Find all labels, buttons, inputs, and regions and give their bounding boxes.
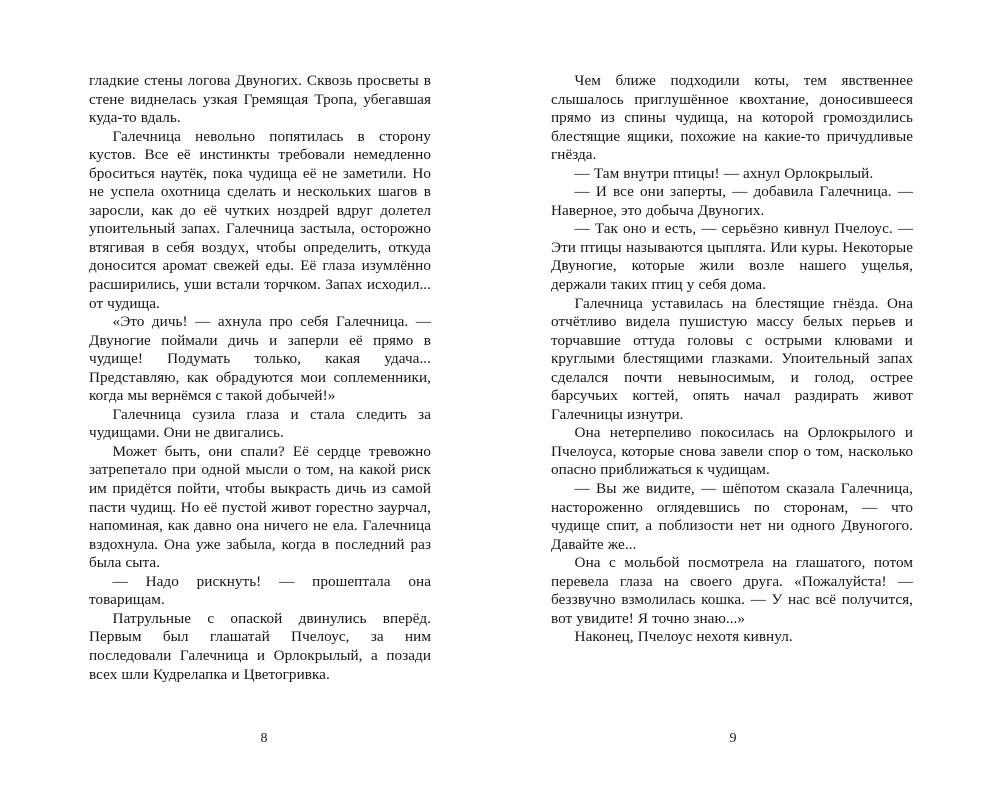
page-number-right: 9 xyxy=(729,731,737,746)
paragraph: Галечница сузила глаза и стала следить за чудищами. Они не двигались. xyxy=(89,405,431,442)
paragraph: Она с мольбой посмотрела на глашатого, потом перевела глаза на своего друга. «Пожалуйста! — беззвучно взмолилась кошка. — У нас всё получится, вот увидите! Я точно знаю...» xyxy=(551,554,913,627)
paragraph-dialogue: — Там внутри птицы! — ахнул Орлокрылый. xyxy=(574,164,874,182)
paragraph-dialogue: — Так оно и есть, — серьёзно кивнул Пчелоус. — Эти птицы называются цыплята. Или куры. Некоторые Двуногие, которые жили возле нашего ущелья, держали таких птиц у себя дома. xyxy=(551,220,913,294)
paragraph: Может быть, они спали? Её сердце тревожно затрепетало при одной мысли о том, на какой риск им придётся пойти, чтобы выкрасть дичь из самой пасти чудищ. Но её пустой живот горестно заурчал, напоминая, как давно она ничего не ела. Галечница вздохнула. Она уже забыла, когда в последний раз была сыта. xyxy=(89,442,431,572)
right-page-textblock xyxy=(551,72,913,647)
paragraph-dialogue: — И все они заперты, — добавила Галечница. — Наверное, это добыча Двуногих. xyxy=(551,183,913,219)
paragraph: Наконец, Пчелоус нехотя кивнул. xyxy=(574,628,793,646)
paragraph: гладкие стены логова Двуногих. Сквозь просветы в стене виднелась узкая Гремящая Тропа, убегавшая куда-то вдаль. xyxy=(89,72,431,127)
paragraph: Галечница невольно попятилась в сторону кустов. Все её инстинкты требовали немедленно броситься наутёк, пока чудища её не заметили. Но не успела охотница сделать и нескольких шагов в заросли, как до её чутких ноздрей вдруг долетел упоительный запах. Галечница застыла, осторожно втягивая в себя воздух, чтобы определить, откуда доносится аромат свежей еды. Её глаза изумлённо расширились, уши встали торчком. Запах исходил... от чудища. xyxy=(89,127,431,312)
paragraph: «Это дичь! — ахнула про себя Галечница. — Двуногие поймали дичь и заперли её прямо в чудище! Подумать только, какая удача... Представляю, как обрадуются мои соплеменники, когда мы вернёмся с такой добычей!» xyxy=(89,313,431,405)
page-number-left: 8 xyxy=(260,731,268,746)
paragraph: Патрульные с опаской двинулись вперёд. Первым был глашатай Пчелоус, за ним последовали Галечница и Орлокрылый, а позади всех шли Кудрелапка и Цветогривка. xyxy=(89,609,431,683)
page-right xyxy=(500,0,1000,808)
paragraph: Чем ближе подходили коты, тем явственнее слышалось приглушённое квохтание, доносившееся прямо из спины чудища, на которой громоздились блестящие ящики, похожие на какие-то причудливые гнёзда. xyxy=(551,72,913,164)
paragraph-dialogue: — Надо рискнуть! — прошептала она товарищам. xyxy=(89,572,431,609)
left-page-textblock xyxy=(89,72,431,684)
paragraph: Галечница уставилась на блестящие гнёзда. Она отчётливо видела пушистую массу белых перьев и торчавшие оттуда головы с острыми клювами и круглыми блестящими глазками. Упоительный запах сделался почти невыносимым, и голод, острее барсучьих когтей, опять начал раздирать живот Галечницы изнутри. xyxy=(551,294,913,423)
paragraph-dialogue: — Вы же видите, — шёпотом сказала Галечница, настороженно оглядевшись по сторонам, — что чудище спит, а поблизости нет ни одного Двуногого. Давайте же... xyxy=(551,480,913,553)
paragraph: Она нетерпеливо покосилась на Орлокрылого и Пчелоуса, которые снова завели спор о том, насколько опасно приближаться к чудищам. xyxy=(551,424,913,479)
